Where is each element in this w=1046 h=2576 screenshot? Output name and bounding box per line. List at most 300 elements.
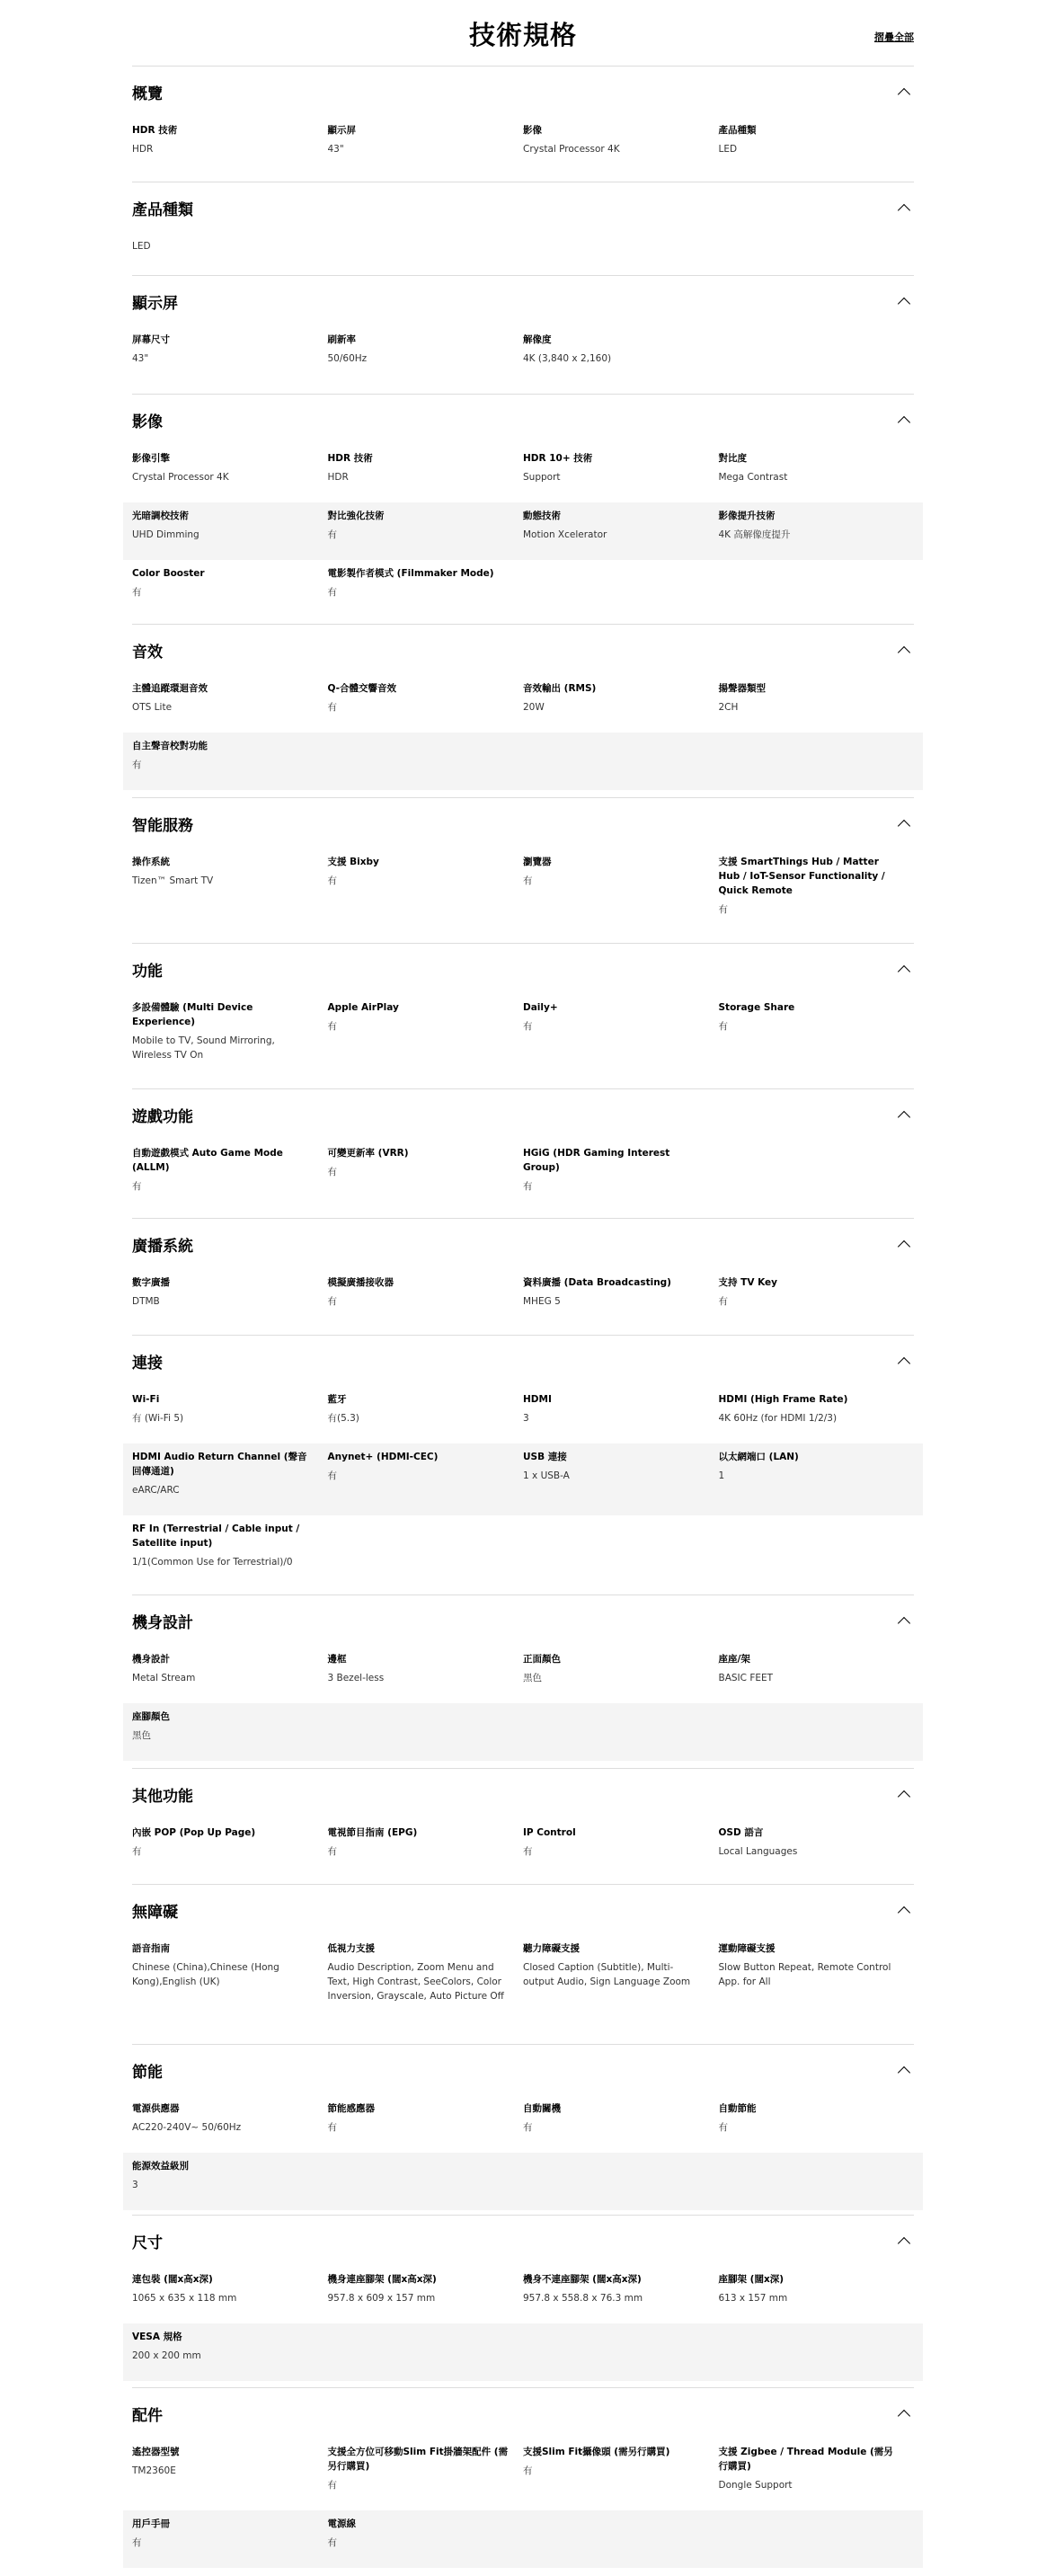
spec-section: [132, 182, 914, 276]
spec-label: HDMI: [523, 1394, 552, 1405]
spec-item: [328, 855, 524, 928]
section-header[interactable]: [132, 1219, 914, 1269]
spec-value: 43": [132, 353, 149, 364]
chevron-up-icon[interactable]: [898, 2410, 910, 2422]
spec-label: 屏幕尺寸: [132, 334, 170, 345]
spec-item: [523, 1941, 719, 2029]
spec-item: [523, 2445, 719, 2503]
spec-label: 內嵌 POP (Pop Up Page): [132, 1827, 256, 1838]
section-header[interactable]: [132, 2388, 914, 2438]
spec-label: 機身連座腳架 (闊x高x深): [327, 2274, 437, 2285]
spec-item: [132, 566, 328, 610]
spec-section: [132, 1336, 914, 1595]
spec-item: [523, 681, 719, 725]
spec-value: 有: [327, 1846, 337, 1857]
spec-row: [132, 2438, 914, 2510]
spec-label: 節能感應器: [327, 2103, 375, 2114]
spec-value: 有: [327, 1021, 337, 1032]
spec-value: LED: [718, 144, 738, 155]
spec-label: 光暗調校技術: [132, 511, 189, 521]
section-header[interactable]: [132, 625, 914, 675]
spec-value: 有: [327, 1470, 337, 1481]
spec-item: [132, 855, 328, 928]
spec-value: Closed Caption (Subtitle), Multi-output Audio, Sign Language Zoom: [523, 1962, 691, 1987]
spec-value: 有: [327, 1167, 337, 1177]
chevron-up-icon[interactable]: [898, 298, 910, 310]
spec-value: Metal Stream: [132, 1673, 196, 1683]
spec-item: [132, 451, 328, 495]
spec-item: [132, 239, 328, 260]
spec-section: [132, 2216, 914, 2388]
spec-row: [132, 117, 914, 155]
chevron-up-icon[interactable]: [898, 88, 910, 101]
spec-value: 有: [132, 2537, 142, 2548]
spec-item: [523, 509, 719, 553]
spec-value: AC220-240V~ 50/60Hz: [132, 2122, 242, 2133]
spec-section: [132, 1219, 914, 1336]
section-title: 音效: [132, 644, 163, 662]
spec-row: [132, 1646, 914, 1703]
spec-label: 影像提升技術: [718, 511, 776, 521]
spec-value: 1 x USB-A: [523, 1470, 570, 1481]
spec-value: 957.8 x 558.8 x 76.3 mm: [523, 2293, 643, 2304]
spec-value: 50/60Hz: [327, 353, 368, 364]
section-title: 概覽: [132, 85, 163, 103]
section-header[interactable]: [132, 67, 914, 117]
spec-value: 957.8 x 609 x 157 mm: [327, 2293, 436, 2304]
section-header[interactable]: [132, 798, 914, 848]
spec-value: 1065 x 635 x 118 mm: [132, 2293, 237, 2304]
spec-label: 機身不連座腳架 (闊x高x深): [523, 2274, 642, 2285]
spec-value: 4K 60Hz (for HDMI 1/2/3): [718, 1413, 838, 1424]
spec-item: [132, 681, 328, 725]
spec-label: 動態技術: [523, 511, 561, 521]
spec-label: 電源供應器: [132, 2103, 180, 2114]
spec-value: 有: [523, 1021, 533, 1032]
spec-label: HGiG (HDR Gaming Interest Group): [523, 1148, 670, 1173]
spec-value: 黑色: [132, 1730, 151, 1741]
section-title: 尺寸: [132, 2234, 163, 2252]
spec-label: 可變更新率 (VRR): [327, 1148, 409, 1159]
spec-label: 支援全方位可移動Slim Fit掛牆架配件 (需另行購買): [327, 2447, 509, 2472]
collapse-all-link[interactable]: 摺疊全部: [874, 31, 914, 43]
section-title: 功能: [132, 963, 163, 981]
spec-label: 操作系統: [132, 857, 170, 867]
spec-item: [132, 1941, 328, 2029]
spec-value: UHD Dimming: [132, 529, 199, 540]
spec-item: [132, 123, 328, 155]
spec-value: 613 x 157 mm: [718, 2293, 788, 2304]
section-header[interactable]: [132, 2216, 914, 2266]
spec-value: 有 (Wi-Fi 5): [132, 1413, 184, 1424]
spec-row: [132, 675, 914, 733]
spec-label: 支援 SmartThings Hub / Matter Hub / IoT-Sensor Functionality / Quick Remote: [718, 857, 885, 896]
spec-value: 有: [718, 904, 728, 915]
chevron-up-icon[interactable]: [898, 1240, 910, 1253]
chevron-up-icon[interactable]: [898, 965, 910, 978]
spec-value: 有: [523, 2122, 533, 2133]
spec-label: Storage Share: [718, 1002, 795, 1013]
chevron-up-icon[interactable]: [898, 204, 910, 217]
spec-label: 資料廣播 (Data Broadcasting): [523, 1277, 671, 1288]
spec-item: [328, 1000, 524, 1074]
section-title: 顯示屏: [132, 295, 178, 313]
spec-row: [132, 2095, 914, 2153]
spec-item: [523, 2101, 719, 2145]
spec-item: [328, 2101, 524, 2145]
spec-item: [328, 2445, 524, 2503]
section-title: 其他功能: [132, 1788, 193, 1806]
spec-row: [132, 1386, 914, 1443]
chevron-up-icon[interactable]: [898, 1790, 910, 1803]
spec-value: 4K 高解像度提升: [718, 529, 791, 540]
section-header[interactable]: [132, 2045, 914, 2095]
spec-item: [719, 855, 915, 928]
spec-value: 有: [132, 759, 142, 770]
spec-label: 以太網端口 (LAN): [718, 1452, 799, 1462]
spec-item: [132, 1652, 328, 1696]
section-title: 智能服務: [132, 817, 193, 835]
chevron-up-icon[interactable]: [898, 416, 910, 429]
spec-value: Local Languages: [718, 1846, 798, 1857]
spec-label: 模擬廣播接收器: [327, 1277, 394, 1288]
chevron-up-icon[interactable]: [898, 1357, 910, 1370]
section-title: 遊戲功能: [132, 1108, 193, 1126]
spec-item: [328, 1652, 524, 1696]
spec-label: Daily+: [523, 1002, 558, 1013]
spec-item: [132, 2101, 328, 2145]
spec-item: [719, 1450, 915, 1508]
spec-item: [328, 681, 524, 725]
spec-value: 黑色: [523, 1673, 542, 1683]
spec-row: [132, 848, 914, 936]
chevron-up-icon[interactable]: [898, 2066, 910, 2079]
spec-row: [132, 994, 914, 1081]
spec-section: [132, 2388, 914, 2558]
spec-value: 有: [327, 2122, 337, 2133]
section-title: 配件: [132, 2407, 163, 2425]
spec-label: 顯示屏: [327, 125, 356, 136]
spec-label: 多設備體驗 (Multi Device Experience): [132, 1002, 253, 1027]
spec-label: 數字廣播: [132, 1277, 170, 1288]
spec-item: [523, 1146, 719, 1204]
spec-value: MHEG 5: [523, 1296, 561, 1307]
spec-item: [328, 1275, 524, 1319]
chevron-up-icon[interactable]: [898, 820, 910, 832]
spec-value: Crystal Processor 4K: [132, 472, 229, 483]
spec-item: [132, 739, 328, 783]
spec-label: HDMI (High Frame Rate): [718, 1394, 848, 1405]
spec-label: 自動遊戲模式 Auto Game Mode (ALLM): [132, 1148, 283, 1173]
spec-label: 瀏覽器: [523, 857, 552, 867]
spec-item: [719, 1941, 915, 2029]
spec-header: [132, 0, 914, 67]
spec-value: 有: [132, 1846, 142, 1857]
spec-item: [132, 1825, 328, 1870]
section-title: 機身設計: [132, 1614, 193, 1632]
spec-label: 遙控器型號: [132, 2447, 180, 2457]
section-header[interactable]: [132, 944, 914, 994]
spec-value: 有(5.3): [327, 1413, 359, 1424]
spec-item: [132, 1710, 328, 1754]
spec-value: HDR: [132, 144, 154, 155]
spec-label: 自動節能: [718, 2103, 757, 2114]
spec-label: Anynet+ (HDMI-CEC): [327, 1452, 439, 1462]
spec-value: 有: [327, 1296, 337, 1307]
section-header[interactable]: [132, 1089, 914, 1140]
spec-item: [719, 2445, 915, 2503]
spec-label: Wi-Fi: [132, 1394, 160, 1405]
spec-label: Q-合體交響音效: [327, 683, 396, 694]
spec-row: [123, 733, 923, 790]
chevron-up-icon[interactable]: [898, 2237, 910, 2250]
spec-label: 座座/架: [718, 1654, 750, 1665]
spec-row: [132, 1515, 914, 1587]
spec-section: [132, 2045, 914, 2216]
spec-item: [719, 681, 915, 725]
spec-value: 有: [132, 1181, 142, 1192]
spec-item: [132, 1000, 328, 1074]
spec-value: Support: [523, 472, 561, 483]
spec-item: [132, 2159, 328, 2203]
spec-value: Tizen™ Smart TV: [132, 875, 214, 886]
spec-item: [523, 123, 719, 155]
spec-item: [719, 509, 915, 553]
spec-value: 1/1(Common Use for Terrestrial)/0: [132, 1557, 293, 1568]
spec-value: OTS Lite: [132, 702, 173, 713]
spec-label: 聽力障礙支援: [523, 1943, 580, 1954]
spec-label: 自動關機: [523, 2103, 561, 2114]
spec-item: [328, 1146, 524, 1204]
spec-item: [523, 333, 719, 364]
spec-item: [327, 123, 524, 155]
spec-item: [132, 1450, 328, 1508]
spec-section: [132, 276, 914, 395]
spec-section: [132, 1769, 914, 1885]
spec-label: RF In (Terrestrial / Cable input / Satellite input): [132, 1523, 300, 1549]
spec-value: Mobile to TV, Sound Mirroring, Wireless TV On: [132, 1035, 275, 1061]
spec-item: [132, 509, 328, 553]
spec-label: 能源效益級別: [132, 2161, 189, 2172]
spec-item: [719, 451, 915, 495]
spec-label: 支持 TV Key: [718, 1277, 778, 1288]
spec-item: [719, 1825, 915, 1870]
spec-value: BASIC FEET: [718, 1673, 774, 1683]
spec-value: 3: [523, 1413, 529, 1424]
spec-value: LED: [132, 241, 151, 252]
spec-item: [523, 1000, 719, 1074]
spec-label: 揚聲器類型: [718, 683, 766, 694]
spec-label: 刷新率: [327, 334, 356, 345]
spec-label: USB 連接: [523, 1452, 567, 1462]
spec-item: [719, 2101, 915, 2145]
spec-label: 自主聲音校對功能: [132, 741, 208, 751]
spec-item: [523, 2272, 719, 2316]
spec-label: 電視節目指南 (EPG): [327, 1827, 418, 1838]
spec-item: [132, 2517, 328, 2561]
spec-label: 用戶手冊: [132, 2518, 170, 2529]
spec-item: [328, 2517, 524, 2561]
spec-item: [718, 123, 915, 155]
spec-item: [523, 451, 719, 495]
spec-section: [132, 944, 914, 1089]
spec-item: [523, 1450, 719, 1508]
spec-label: VESA 規格: [132, 2332, 182, 2342]
spec-row: [132, 1269, 914, 1327]
spec-row: [123, 2510, 923, 2568]
spec-section: [132, 1595, 914, 1769]
spec-label: 產品種類: [718, 125, 757, 136]
chevron-up-icon[interactable]: [898, 1111, 910, 1124]
spec-value: Chinese (China),Chinese (Hong Kong),English (UK): [132, 1962, 279, 1987]
spec-row: [132, 445, 914, 502]
spec-item: [132, 2330, 328, 2374]
spec-item: [719, 1000, 915, 1074]
spec-item: [719, 1652, 915, 1696]
spec-value: Slow Button Repeat, Remote Control App. for All: [718, 1962, 891, 1987]
spec-item: [719, 2272, 915, 2316]
spec-label: 運動障礙支援: [718, 1943, 776, 1954]
spec-item: [719, 1392, 915, 1436]
spec-item: [327, 333, 524, 364]
spec-value: 有: [718, 2122, 728, 2133]
section-title: 產品種類: [132, 201, 193, 219]
spec-value: Mega Contrast: [718, 472, 788, 483]
spec-item: [132, 2445, 328, 2503]
spec-label: 支援 Zigbee / Thread Module (需另行購買): [718, 2447, 893, 2472]
spec-section: [132, 625, 914, 798]
spec-value: 有: [523, 1181, 533, 1192]
spec-label: 對比度: [718, 453, 747, 464]
spec-value: 有: [327, 2480, 337, 2491]
section-header[interactable]: [132, 1595, 914, 1646]
spec-value: 有: [327, 587, 337, 598]
chevron-up-icon[interactable]: [898, 646, 910, 659]
spec-value: 3 Bezel-less: [327, 1673, 385, 1683]
spec-item: [523, 855, 719, 928]
spec-item: [523, 1825, 719, 1870]
spec-value: 有: [327, 702, 337, 713]
spec-row: [132, 1140, 914, 1212]
chevron-up-icon[interactable]: [898, 1906, 910, 1919]
spec-label: 電源線: [327, 2518, 356, 2529]
spec-value: 43": [327, 144, 344, 155]
spec-value: 3: [132, 2180, 138, 2190]
spec-label: 支援 Bixby: [327, 857, 379, 867]
spec-label: 低視力支援: [327, 1943, 375, 1954]
spec-section: [132, 1885, 914, 2045]
section-title: 節能: [132, 2064, 163, 2082]
spec-item: [523, 1392, 719, 1436]
spec-label: IP Control: [523, 1827, 576, 1838]
section-header[interactable]: [132, 1769, 914, 1819]
spec-value: 4K (3,840 x 2,160): [523, 353, 612, 364]
spec-value: 20W: [523, 702, 545, 713]
spec-label: 連包裝 (闊x高x深): [132, 2274, 213, 2285]
spec-row: [123, 1443, 923, 1515]
spec-label: 解像度: [523, 334, 552, 345]
spec-section: [132, 395, 914, 625]
spec-value: 1: [718, 1470, 725, 1481]
spec-label: Apple AirPlay: [327, 1002, 399, 1013]
section-header[interactable]: [132, 1885, 914, 1935]
spec-value: 200 x 200 mm: [132, 2350, 201, 2361]
spec-label: 對比強化技術: [327, 511, 385, 521]
spec-row: [123, 502, 923, 560]
spec-item: [132, 1392, 328, 1436]
spec-row: [132, 2266, 914, 2323]
spec-item: [523, 1652, 719, 1696]
spec-value: Crystal Processor 4K: [523, 144, 620, 155]
spec-value: Dongle Support: [718, 2480, 793, 2491]
section-header[interactable]: [132, 276, 914, 326]
spec-row: [132, 560, 914, 617]
spec-item: [328, 1825, 524, 1870]
spec-item: [132, 1146, 328, 1204]
spec-label: 邊框: [327, 1654, 347, 1665]
spec-item: [328, 566, 524, 610]
section-header[interactable]: [132, 1336, 914, 1386]
spec-value: 2CH: [718, 702, 739, 713]
spec-row: [123, 1703, 923, 1761]
spec-value: DTMB: [132, 1296, 160, 1307]
spec-row: [123, 2153, 923, 2210]
spec-label: 座腳架 (闊x深): [718, 2274, 784, 2285]
spec-label: HDMI Audio Return Channel (聲音回傳通道): [132, 1452, 307, 1477]
spec-label: HDR 10+ 技術: [523, 453, 593, 464]
section-header[interactable]: [132, 395, 914, 445]
spec-value: TM2360E: [132, 2465, 176, 2476]
spec-item: [523, 1275, 719, 1319]
spec-label: OSD 語言: [718, 1827, 764, 1838]
spec-item: [328, 1941, 524, 2029]
spec-value: Audio Description, Zoom Menu and Text, High Contrast, SeeColors, Color Inversion, Grayscale, Auto Picture Off: [327, 1962, 504, 2002]
spec-label: 語音指南: [132, 1943, 170, 1954]
spec-label: 影像引擎: [132, 453, 170, 464]
spec-label: 機身設計: [132, 1654, 170, 1665]
spec-item: [328, 1392, 524, 1436]
spec-row: [132, 1819, 914, 1877]
spec-label: 藍牙: [327, 1394, 347, 1405]
spec-label: 座腳顏色: [132, 1711, 170, 1722]
spec-value: 有: [327, 529, 337, 540]
spec-label: HDR 技術: [327, 453, 373, 464]
spec-value: 有: [718, 1021, 728, 1032]
spec-value: 有: [523, 875, 533, 886]
section-header[interactable]: [132, 182, 914, 233]
spec-item: [328, 451, 524, 495]
spec-section: [132, 1089, 914, 1219]
spec-value: 有: [132, 587, 142, 598]
spec-label: 影像: [523, 125, 542, 136]
spec-value: 有: [523, 1846, 533, 1857]
spec-item: [719, 1275, 915, 1319]
spec-value: eARC/ARC: [132, 1485, 180, 1496]
spec-value: HDR: [327, 472, 349, 483]
spec-value: 有: [327, 2537, 337, 2548]
spec-value: 有: [327, 875, 337, 886]
spec-row: [123, 2323, 923, 2381]
spec-row: [132, 233, 914, 267]
spec-value: 有: [718, 1296, 728, 1307]
spec-row: [132, 326, 914, 364]
spec-label: 支援Slim Fit攝像頭 (需另行購買): [523, 2447, 670, 2457]
spec-label: 電影製作者模式 (Filmmaker Mode): [327, 568, 494, 579]
spec-item: [132, 333, 328, 364]
section-title: 影像: [132, 413, 163, 431]
spec-item: [132, 1275, 328, 1319]
chevron-up-icon[interactable]: [898, 1617, 910, 1630]
